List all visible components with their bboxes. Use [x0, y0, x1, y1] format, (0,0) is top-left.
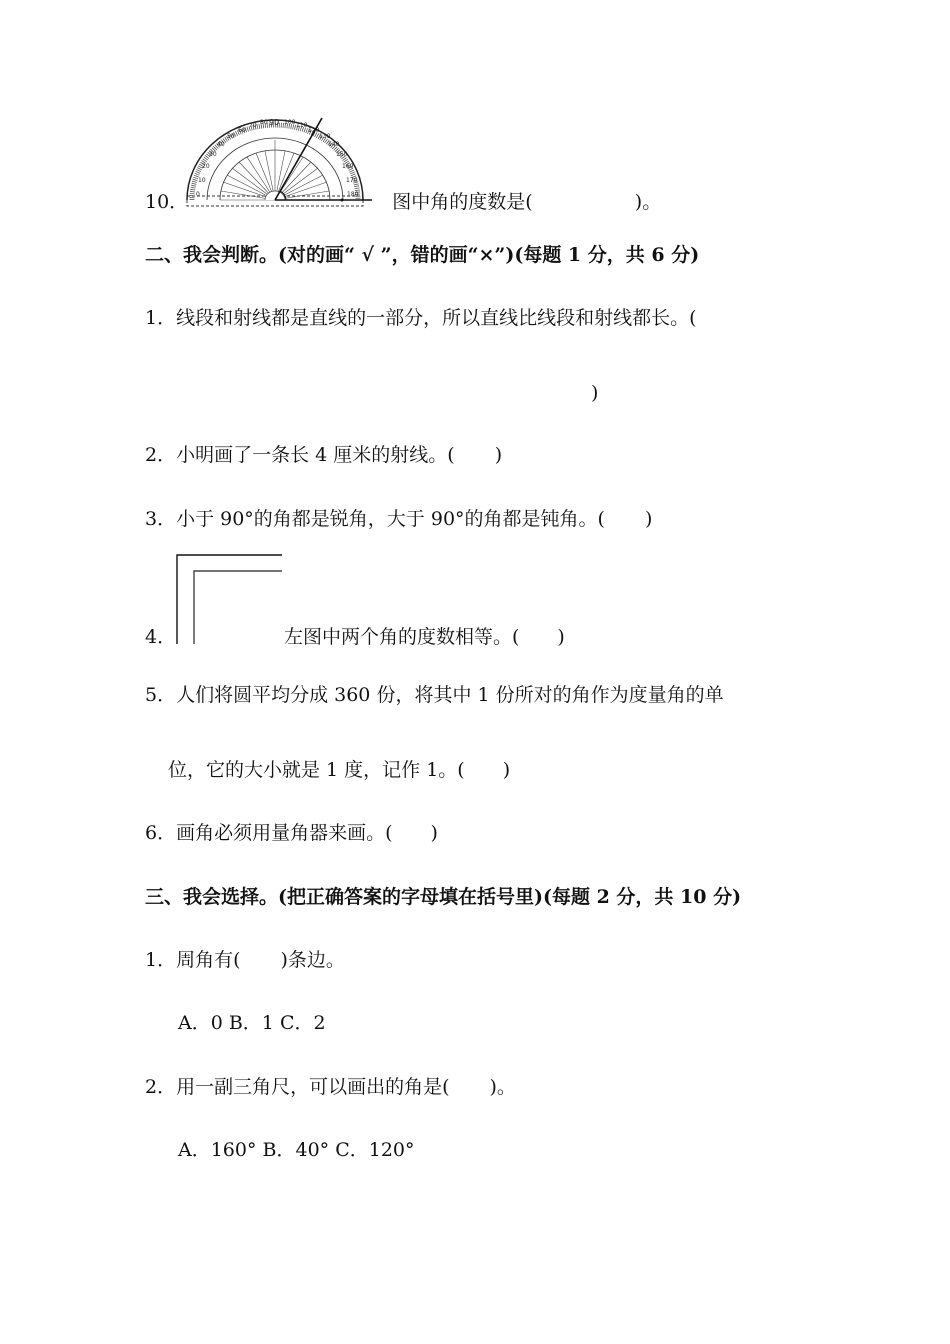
svg-text:90: 90: [269, 118, 280, 127]
question-close: ): [494, 444, 503, 466]
question-text: 人们将圆平均分成 360 份，将其中 1 份所对的角作为度量角的单: [176, 684, 724, 706]
choice-item-1: [145, 948, 345, 972]
svg-text:110: 110: [296, 122, 308, 129]
question-text: 用一副三角尺，可以画出的角是(: [176, 1076, 450, 1098]
svg-text:120: 120: [308, 127, 320, 134]
svg-text:130: 130: [319, 133, 331, 140]
question-close: ): [557, 626, 565, 648]
svg-text:50: 50: [227, 133, 235, 140]
question-text: 画角必须用量角器来画。(: [176, 822, 393, 844]
judge-item-3: [145, 507, 652, 531]
question-number: 4．: [145, 626, 177, 648]
judge-item-1-close[interactable]: ): [591, 382, 599, 404]
judge-item-4-text: [284, 625, 565, 649]
question-text: 周角有(: [176, 949, 241, 971]
question-number: 3．: [145, 508, 177, 530]
question-close: ): [430, 822, 438, 844]
judge-item-1: [145, 306, 697, 330]
judge-item-2: [145, 443, 502, 467]
svg-text:70: 70: [249, 122, 257, 129]
svg-text:0: 0: [196, 191, 200, 198]
question-text: 位，它的大小就是 1 度，记作 1。(: [168, 759, 465, 781]
right-angle-icon: [170, 550, 290, 646]
question-number: 5．: [145, 684, 177, 706]
svg-text:20: 20: [202, 163, 210, 170]
choice-item-2-options: A．160° B．40° C．120°: [178, 1139, 415, 1161]
question-close: )条边。: [280, 949, 345, 971]
svg-text:80: 80: [260, 119, 268, 126]
judge-item-5-continued: [168, 758, 510, 782]
question-10: [145, 190, 661, 214]
question-close: )。: [634, 191, 662, 213]
svg-text:40: 40: [217, 141, 225, 148]
question-text: 图中角的度数是(: [392, 191, 533, 213]
svg-text:100: 100: [284, 119, 296, 126]
question-number: 1．: [145, 307, 177, 329]
svg-text:140: 140: [328, 141, 340, 148]
question-number: 6．: [145, 822, 177, 844]
question-close: ): [502, 759, 511, 781]
svg-text:60: 60: [238, 127, 246, 134]
question-close: ): [644, 508, 653, 530]
section-3-heading: 三、我会选择。(把正确答案的字母填在括号里)(每题 2 分，共 10 分): [145, 886, 742, 908]
judge-item-4: [145, 625, 176, 649]
question-number: 10．: [145, 191, 189, 213]
svg-text:180: 180: [347, 191, 359, 198]
question-number: 1．: [145, 949, 177, 971]
choice-item-1-options: A．0 B．1 C．2: [178, 1012, 326, 1034]
question-text: 左图中两个角的度数相等。(: [284, 626, 520, 648]
question-text: 小明画了一条长 4 厘米的射线。(: [176, 444, 455, 466]
judge-item-6: [145, 821, 438, 845]
question-number: 2．: [145, 1076, 177, 1098]
question-close: )。: [489, 1076, 516, 1098]
svg-text:30: 30: [209, 151, 217, 158]
svg-text:160: 160: [342, 163, 354, 170]
two-angles-figure: [170, 550, 290, 646]
question-text: 线段和射线都是直线的一部分，所以直线比线段和射线都长。(: [176, 307, 697, 329]
svg-text:10: 10: [198, 177, 206, 184]
question-text: 小于 90°的角都是锐角，大于 90°的角都是钝角。(: [176, 508, 605, 530]
question-number: 2．: [145, 444, 177, 466]
section-2-heading: 二、我会判断。(对的画“ √ ”，错的画“×”)(每题 1 分，共 6 分): [145, 244, 700, 266]
svg-text:170: 170: [346, 177, 358, 184]
choice-item-2: [145, 1075, 516, 1099]
svg-text:150: 150: [336, 151, 348, 158]
judge-item-5: [145, 683, 724, 707]
